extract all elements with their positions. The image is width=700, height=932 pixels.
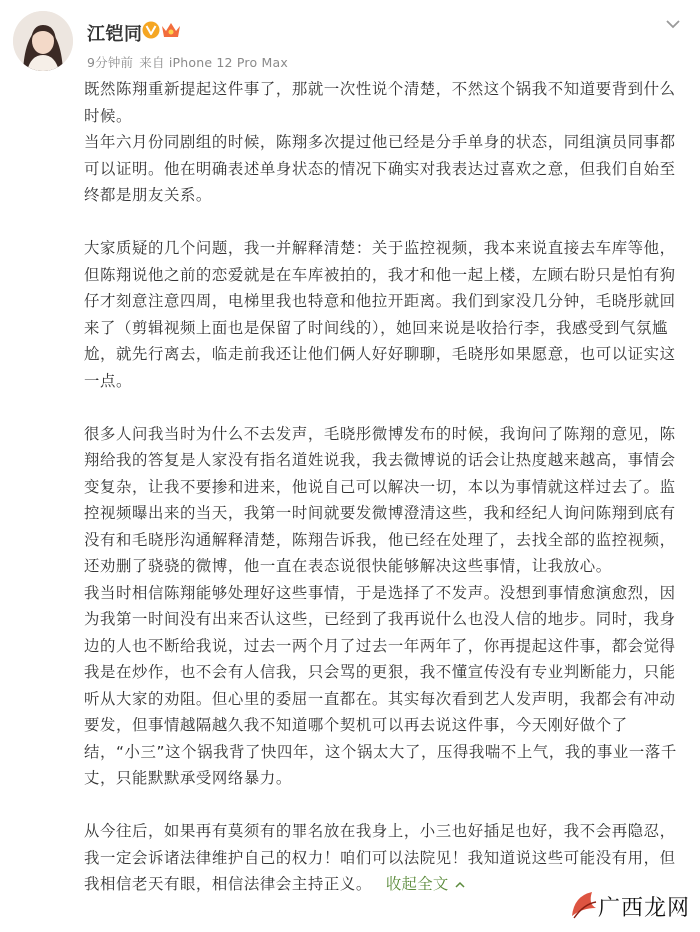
- post-header: [0, 0, 700, 76]
- paragraph: 我当时相信陈翔能够处理好这些事情，于是选择了不发声。没想到事情愈演愈烈，因为我第一时间没有出来否认这些，已经到了我再说什么也没人信的地步。同时，我身边的人也不断给我说，过去一两个月了过去一年两年了，你再提起这件事，都会觉得我是在炒作，也不会有人信我，只会骂的更狠，我不懂宣传没有专业判断能力，只能听从大家的劝阻。但心里的委屈一直都在。其实每次看到艺人发声明，我都会有冲动要发，但事情越隔越久我不知道哪个契机可以再去说这件事，今天刚好做个了结，“小三”这个锅我背了快四年，这个锅太大了，压得我喘不上气，我的事业一落千丈，只能默默承受网络暴力。: [84, 583, 677, 787]
- paragraph: 大家质疑的几个问题，我一并解释清楚：关于监控视频，我本来说直接去车库等他，但陈翔说他之前的恋爱就是在车库被拍的，我才和他一起上楼，左顾右盼只是怕有狗仔才刻意注意四周，电梯里我也特意和他拉开距离。我们到家没几分钟，毛晓彤就回来了（剪辑视频上面也是保留了时间线的），她回来说是收拾行李，我感受到气氛尴尬，就先行离去，临走前我还让他们俩人好好聊聊，毛晓彤如果愿意，也可以证实这一点。: [84, 239, 676, 390]
- paragraph-text: 从今往后，如果再有莫须有的罪名放在我身上，小三也好插足也好，我不会再隐忍，我一定会诉诸法律维护自己的权力！咱们可以法院见！我知道说这些可能没有用，但我相信老天有眼，相信法律会主持正义。: [84, 822, 676, 893]
- post-meta: [87, 53, 294, 71]
- verified-badge-icon: [142, 21, 160, 39]
- collapse-label: 收起全文: [385, 875, 449, 893]
- chevron-down-icon[interactable]: [664, 16, 682, 30]
- collapse-link[interactable]: [386, 875, 465, 893]
- paragraph-gap: [84, 209, 678, 236]
- watermark-text: 广西龙网: [598, 896, 691, 921]
- paragraph: 很多人问我当时为什么不去发声，毛晓彤微博发布的时候，我询问了陈翔的意见，陈翔给我的答复是人家没有指名道姓说我，我去微博说的话会让热度越来越高，事情会变复杂，让我不要掺和进来，他说自己可以解决一切，本以为事情就这样过去了。监控视频曝出来的当天，我第一时间就要发微博澄清这些，我和经纪人询问陈翔到底有没有和毛晓彤沟通解释清楚，陈翔告诉我，他已经在处理了，去找全部的监控视频，还劝删了骁骁的微博，他一直在表态说很快能够解决这些事情，让我放心。: [84, 424, 676, 575]
- vip-crown-icon[interactable]: [160, 20, 182, 40]
- paragraph-gap: [84, 394, 678, 421]
- paragraph-gap: [84, 792, 678, 819]
- paragraph: 既然陈翔重新提起这件事了，那就一次性说个清楚，不然这个锅我不知道要背到什么时候。: [84, 80, 676, 125]
- chevron-up-icon: [455, 881, 465, 888]
- author-name[interactable]: 江铠同: [87, 24, 143, 45]
- paragraph: 当年六月份同剧组的时候，陈翔多次提过他已经是分手单身的状态，同组演员同事都可以证明。他在明确表述单身状态的情况下确实对我表达过喜欢之意，但我们自始至终都是朋友关系。: [84, 133, 676, 204]
- post-body: [84, 76, 678, 898]
- post-source[interactable]: 来自 iPhone 12 Pro Max: [139, 55, 288, 70]
- avatar[interactable]: [13, 11, 73, 71]
- post-time: 9分钟前: [87, 55, 134, 70]
